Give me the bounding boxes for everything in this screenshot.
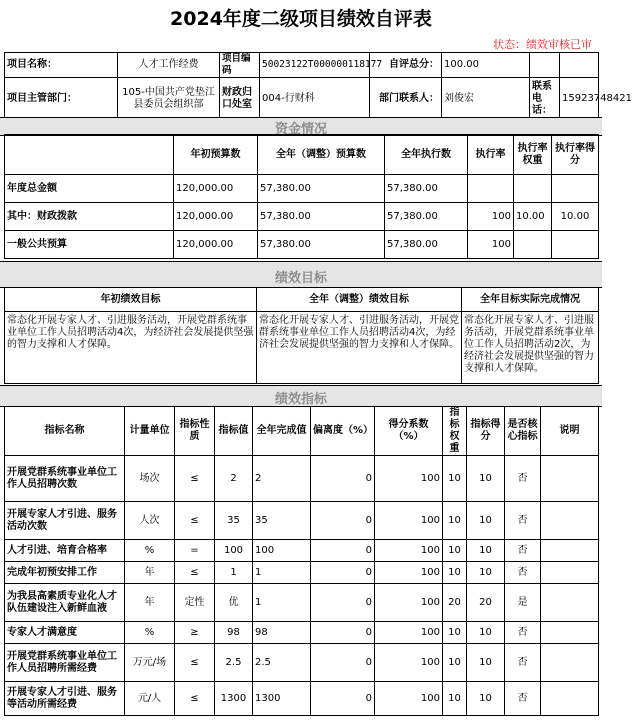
- indicator-nature-cell: ≤: [175, 644, 215, 682]
- table-row: [5, 456, 599, 502]
- finance-dept-value: 004-行财科: [260, 78, 370, 120]
- funds-table: [4, 134, 599, 259]
- indicator-rows: [5, 456, 599, 716]
- goals-table: [4, 287, 599, 384]
- indicator-value-cell: 1300: [215, 682, 253, 716]
- indicator-header: 指标得分: [467, 407, 505, 456]
- indicator-header: 指标性质: [175, 407, 215, 456]
- indicator-coef-cell: 100: [375, 682, 443, 716]
- indicator-unit-cell: %: [125, 540, 175, 562]
- indicator-dev-cell: 0: [311, 502, 375, 540]
- indicator-weight-cell: 10: [443, 682, 467, 716]
- indicator-nature-cell: ≤: [175, 502, 215, 540]
- indicator-weight-cell: 10: [443, 622, 467, 644]
- indicator-name-cell: 开展专家人才引进、服务等活动所需经费: [5, 682, 125, 716]
- indicator-header: 全年完成值: [253, 407, 311, 456]
- indicator-done-cell: 1: [253, 562, 311, 584]
- funds-header: 执行率: [468, 135, 514, 175]
- indicator-dev-cell: 0: [311, 682, 375, 716]
- score-label: 自评总分：: [370, 53, 442, 78]
- indicator-dev-cell: 0: [311, 644, 375, 682]
- funds-header: 全年（调整）预算数: [258, 135, 385, 175]
- indicator-name-cell: 人才引进、培育合格率: [5, 540, 125, 562]
- indicator-core-cell: 否: [505, 682, 541, 716]
- table-row: [5, 175, 599, 203]
- funds-header: 执行率得分: [552, 135, 599, 175]
- table-row: [5, 682, 599, 716]
- indicator-note-cell: [541, 456, 599, 502]
- indicator-score-cell: 10: [467, 562, 505, 584]
- contact-label: 部门联系人：: [370, 78, 442, 120]
- project-info-table: [4, 52, 632, 120]
- indicator-unit-cell: 元/人: [125, 682, 175, 716]
- goals-header: 年初绩效目标: [5, 288, 257, 312]
- indicator-core-cell: 否: [505, 562, 541, 584]
- indicator-done-cell: 100: [253, 540, 311, 562]
- indicator-dev-cell: 0: [311, 584, 375, 622]
- indicator-unit-cell: 场次: [125, 456, 175, 502]
- indicator-name-cell: 为我县高素质专业化人才队伍建设注入新鲜血液: [5, 584, 125, 622]
- funds-cell: 10.00: [552, 203, 599, 231]
- funds-section-title: 资金情况: [274, 122, 327, 137]
- indicator-header: 说明: [541, 407, 599, 456]
- indicator-core-cell: 否: [505, 540, 541, 562]
- phone-label: 联系电话：: [530, 78, 560, 120]
- indicator-unit-cell: 年: [125, 584, 175, 622]
- indicator-unit-cell: 年: [125, 562, 175, 584]
- indicator-score-cell: 10: [467, 622, 505, 644]
- funds-cell: [514, 175, 552, 203]
- funds-cell: 57,380.00: [258, 231, 385, 259]
- funds-header: 全年执行数: [385, 135, 468, 175]
- indicator-nature-cell: ≤: [175, 456, 215, 502]
- indicator-done-cell: 1300: [253, 682, 311, 716]
- indicator-core-cell: 否: [505, 456, 541, 502]
- indicators-section-title: 绩效指标: [274, 392, 327, 407]
- funds-row-label: 年度总金额: [5, 175, 174, 203]
- table-row: [5, 562, 599, 584]
- contact-value: 刘俊宏: [442, 78, 530, 120]
- indicator-coef-cell: 100: [375, 456, 443, 502]
- indicator-nature-cell: ≤: [175, 562, 215, 584]
- indicator-core-cell: 否: [505, 622, 541, 644]
- indicator-coef-cell: 100: [375, 622, 443, 644]
- funds-cell: 120,000.00: [174, 175, 258, 203]
- indicator-core-cell: 是: [505, 584, 541, 622]
- indicator-nature-cell: 定性: [175, 584, 215, 622]
- indicator-done-cell: 2: [253, 456, 311, 502]
- indicator-header: 指标值: [215, 407, 253, 456]
- indicator-header: 指标名称: [5, 407, 125, 456]
- indicator-nature-cell: ≤: [175, 682, 215, 716]
- indicator-weight-cell: 10: [443, 540, 467, 562]
- funds-header: 执行率权重: [514, 135, 552, 175]
- indicator-dev-cell: 0: [311, 562, 375, 584]
- indicator-dev-cell: 0: [311, 540, 375, 562]
- indicator-weight-cell: 10: [443, 644, 467, 682]
- indicator-header: 得分系数（%）: [375, 407, 443, 456]
- funds-cell: 10.00: [514, 203, 552, 231]
- indicator-weight-cell: 20: [443, 584, 467, 622]
- indicator-core-cell: 否: [505, 502, 541, 540]
- indicator-value-cell: 1: [215, 562, 253, 584]
- indicator-nature-cell: ≥: [175, 622, 215, 644]
- indicator-done-cell: 98: [253, 622, 311, 644]
- funds-cell: 100: [468, 231, 514, 259]
- funds-cell: [552, 175, 599, 203]
- funds-cell: 100: [468, 203, 514, 231]
- indicator-dev-cell: 0: [311, 456, 375, 502]
- table-row: [5, 584, 599, 622]
- indicator-name-cell: 开展党群系统事业单位工作人员招聘所需经费: [5, 644, 125, 682]
- indicator-note-cell: [541, 682, 599, 716]
- table-row: [5, 231, 599, 259]
- indicator-score-cell: 10: [467, 540, 505, 562]
- funds-cell: 57,380.00: [385, 175, 468, 203]
- indicators-table: [4, 406, 599, 716]
- indicator-header: 指标权重: [443, 407, 467, 456]
- indicator-unit-cell: 万元/场: [125, 644, 175, 682]
- funds-header: 年初预算数: [174, 135, 258, 175]
- goals-header: 全年目标实际完成情况: [462, 288, 599, 312]
- indicator-score-cell: 10: [467, 682, 505, 716]
- funds-cell: 57,380.00: [385, 203, 468, 231]
- indicator-coef-cell: 100: [375, 502, 443, 540]
- indicator-name-cell: 专家人才满意度: [5, 622, 125, 644]
- indicator-dev-cell: 0: [311, 622, 375, 644]
- indicator-header: 计量单位: [125, 407, 175, 456]
- indicator-unit-cell: 人次: [125, 502, 175, 540]
- finance-dept-label: 财政归口处室: [220, 78, 260, 120]
- goals-header: 全年（调整）绩效目标: [257, 288, 462, 312]
- dept-label: 项目主管部门：: [5, 78, 118, 120]
- indicator-value-cell: 100: [215, 540, 253, 562]
- indicator-note-cell: [541, 562, 599, 584]
- indicator-unit-cell: %: [125, 622, 175, 644]
- indicator-weight-cell: 10: [443, 502, 467, 540]
- indicator-weight-cell: 10: [443, 562, 467, 584]
- funds-cell: 57,380.00: [258, 175, 385, 203]
- indicator-header: 偏离度（%）: [311, 407, 375, 456]
- indicator-coef-cell: 100: [375, 644, 443, 682]
- indicator-score-cell: 20: [467, 584, 505, 622]
- indicators-section-header: [0, 385, 602, 407]
- indicator-done-cell: 2.5: [253, 644, 311, 682]
- indicator-note-cell: [541, 540, 599, 562]
- table-row: [5, 502, 599, 540]
- indicator-weight-cell: 10: [443, 456, 467, 502]
- indicator-value-cell: 98: [215, 622, 253, 644]
- funds-cell: 120,000.00: [174, 203, 258, 231]
- goals-section-header: [0, 261, 602, 288]
- funds-cell: 57,380.00: [258, 203, 385, 231]
- funds-cell: [514, 231, 552, 259]
- indicator-note-cell: [541, 622, 599, 644]
- status-text: 状态：绩效审核已审: [493, 38, 592, 51]
- indicator-note-cell: [541, 644, 599, 682]
- score-value: 100.00: [442, 53, 530, 78]
- funds-cell: [552, 231, 599, 259]
- table-row: [5, 622, 599, 644]
- indicator-core-cell: 否: [505, 644, 541, 682]
- indicator-coef-cell: 100: [375, 562, 443, 584]
- page-title: 2024年度二级项目绩效自评表: [170, 8, 432, 30]
- goals-section-title: 绩效目标: [274, 271, 327, 286]
- indicator-done-cell: 1: [253, 584, 311, 622]
- phone-value: 15923748421: [560, 78, 599, 120]
- table-row: [5, 540, 599, 562]
- funds-cell: [468, 175, 514, 203]
- indicator-value-cell: 2.5: [215, 644, 253, 682]
- goal-text: 常态化开展专家人才、引进服务活动，开展党群系统事业单位工作人员招聘活动4次，为经济社会发展提供坚强的智力支撑和人才保障。: [5, 312, 257, 384]
- indicator-coef-cell: 100: [375, 540, 443, 562]
- indicator-note-cell: [541, 584, 599, 622]
- indicator-value-cell: 35: [215, 502, 253, 540]
- project-code-label: 项目编码: [220, 53, 260, 78]
- indicator-coef-cell: 100: [375, 584, 443, 622]
- indicator-value-cell: 优: [215, 584, 253, 622]
- table-row: [5, 203, 599, 231]
- dept-value: 105-中国共产党垫江县委员会组织部: [118, 78, 220, 120]
- table-row: [5, 644, 599, 682]
- indicator-name-cell: 开展党群系统事业单位工作人员招聘次数: [5, 456, 125, 502]
- indicator-value-cell: 2: [215, 456, 253, 502]
- funds-row-label: 其中：财政拨款: [5, 203, 174, 231]
- project-name-value: 人才工作经费: [118, 53, 220, 78]
- project-name-label: 项目名称：: [5, 53, 118, 78]
- funds-row-label: 一般公共预算: [5, 231, 174, 259]
- indicator-score-cell: 10: [467, 644, 505, 682]
- indicator-score-cell: 10: [467, 502, 505, 540]
- goal-text: 常态化开展专家人才、引进服务活动，开展党群系统事业单位工作人员招聘活动4次，为经济社会发展提供坚强的智力支撑和人才保障。: [257, 312, 462, 384]
- indicator-name-cell: 开展专家人才引进、服务活动次数: [5, 502, 125, 540]
- goal-text: 常态化开展专家人才、引进服务活动，开展党群系统事业单位工作人员招聘活动2次，为经济社会发展提供坚强的智力支撑和人才保障。: [462, 312, 599, 384]
- funds-cell: 120,000.00: [174, 231, 258, 259]
- funds-cell: 57,380.00: [385, 231, 468, 259]
- project-code-value: 50023122T000000118177: [260, 53, 370, 78]
- indicator-header: 是否核心指标: [505, 407, 541, 456]
- indicator-note-cell: [541, 502, 599, 540]
- indicator-score-cell: 10: [467, 456, 505, 502]
- indicator-done-cell: 35: [253, 502, 311, 540]
- indicator-nature-cell: =: [175, 540, 215, 562]
- indicator-name-cell: 完成年初预安排工作: [5, 562, 125, 584]
